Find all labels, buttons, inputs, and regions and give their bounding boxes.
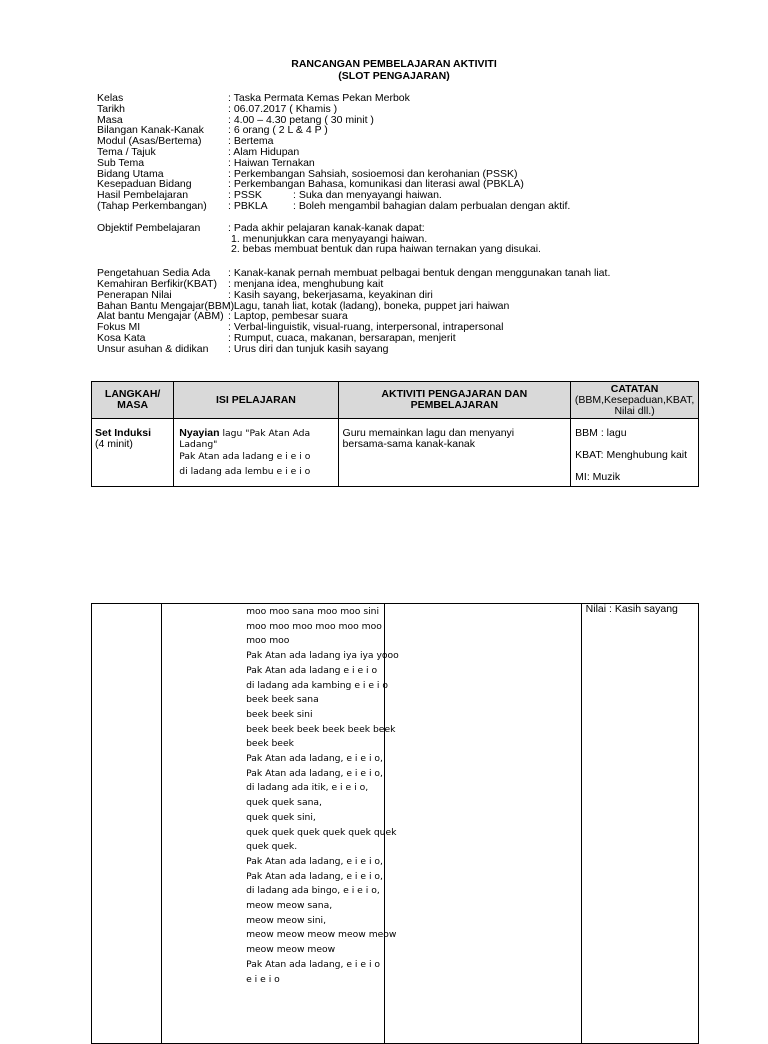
aktiviti-text: Guru memainkan lagu dan menyanyi bersama-sama kanak-kanak [342,427,515,450]
song-line: quek quek. [246,841,298,853]
info-label: Tema / Tajuk [97,145,156,158]
song-line: meow meow meow meow meow [246,929,397,941]
info-value: : Perkembangan Bahasa, komunikasi dan literasi awal (PBKLA) [228,178,524,191]
info-value: : Kanak-kanak pernah membuat pelbagai bentuk dengan menggunakan tanah liat. [228,267,611,280]
info-row [97,158,610,169]
info-value: : Taska Permata Kemas Pekan Merbok [228,92,410,104]
header-catatan: CATATAN (BBM,Kesepaduan,KBAT, Nilai dll.) [571,382,699,419]
page-title [0,58,768,82]
aktiviti-cell [338,419,571,487]
song-line: beek beek [246,738,294,750]
objektif-row [97,223,610,234]
song-line: e i e i o [246,973,280,985]
info-label: Kesepaduan Bidang [97,178,192,191]
info-row [97,136,610,147]
catatan-cell-nilai [581,604,698,1044]
objektif-label: Objektif Pembelajaran [97,221,201,234]
info-value: : Alam Hidupan [228,145,300,158]
title-line-2: (SLOT PENGAJARAN) [338,70,450,82]
info-value: : Rumput, cuaca, makanan, bersarapan, menjerit [228,331,456,344]
step-cell-empty [92,604,162,1044]
hasil-label: (Tahap Perkembangan) [97,199,207,212]
info-label: Fokus MI [97,321,141,334]
step-time: (4 minit) [95,438,133,450]
info-label: Kelas [97,92,124,104]
song-line: quek quek sana, [246,797,322,809]
aktiviti-cell-empty [385,604,581,1044]
info-value: : Urus diri dan tunjuk kasih sayang [228,342,389,355]
info-value: : Kasih sayang, bekerjasama, keyakinan diri [228,288,433,301]
hasil-text: : Boleh mengambil bahagian dalam perbualan dengan aktif. [293,199,571,212]
objektif-item: 2. bebas membuat bentuk dan rupa haiwan ternakan yang disukai. [231,243,541,256]
info-value: : Verbal-linguistik, visual-ruang, interpersonal, intrapersonal [228,321,504,334]
lesson-table-continued [91,603,699,1044]
info-label: Alat bantu Mengajar (ABM) [97,310,224,323]
info-value: : Haiwan Ternakan [228,156,315,169]
song-line: di ladang ada bingo, e i e i o, [246,885,380,897]
song-line: meow meow sini, [246,914,327,926]
song-line: meow meow meow [246,944,336,956]
song-line: Pak Atan ada ladang e i e i o [246,664,378,676]
song-line: di ladang ada itik, e i e i o, [246,782,369,794]
title-line-1: RANCANGAN PEMBELAJARAN AKTIVITI [291,58,497,70]
song-line: beek beek beek beek beek beek [246,723,396,735]
info-label: Tarikh [97,102,126,115]
info-label: Modul (Asas/Bertema) [97,135,202,148]
isi-cell-song [162,604,399,1044]
catatan-line: MI: Muzik [575,471,621,483]
objektif-item: 1. menunjukkan cara menyayangi haiwan. [231,232,428,245]
info-label: Masa [97,113,123,126]
info-label: Bilangan Kanak-Kanak [97,124,204,137]
song-line: Pak Atan ada ladang e i e i o [179,451,311,462]
step-cell [92,419,174,487]
info-label: Pengetahuan Sedia Ada [97,267,211,280]
song-line: Pak Atan ada ladang, e i e i o, [246,753,383,765]
info-label: Penerapan Nilai [97,288,172,301]
song-line: beek beek sini [246,708,313,720]
info-label: Kosa Kata [97,331,146,344]
song-line: beek beek sana [246,694,319,706]
isi-cell [174,419,338,487]
catatan-cell [571,419,699,487]
song-line: di ladang ada lembu e i e i o [179,465,311,477]
info-label: Sub Tema [97,156,145,169]
header-aktiviti: AKTIVITI PENGAJARAN DAN PEMBELAJARAN [338,382,571,419]
info-row [97,147,610,158]
info-label: Unsur asuhan & didikan [97,342,209,355]
info-row [97,344,610,355]
song-line: quek quek sini, [246,811,316,823]
song-line: moo moo [246,635,290,647]
info-label: Bahan Bantu Mengajar(BBM) [97,299,235,312]
info-label: Bidang Utama [97,167,164,180]
song-line: Pak Atan ada ladang, e i e i o, [246,855,383,867]
hasil-code: : PSSK [228,189,262,202]
info-value: : 4.00 – 4.30 petang ( 30 minit ) [228,113,374,126]
song-line: moo moo sana moo moo sini [246,606,380,617]
song-line: quek quek quek quek quek quek [246,826,397,838]
song-line: meow meow sana, [246,900,333,912]
info-value: : Perkembangan Sahsiah, sosioemosi dan kerohanian (PSSK) [228,167,518,180]
catatan-line: BBM : lagu [575,427,627,439]
objektif-intro: : Pada akhir pelajaran kanak-kanak dapat: [228,221,425,234]
step-name: Set Induksi [95,427,152,439]
hasil-text: : Suka dan menyayangi haiwan. [293,189,442,202]
song-line: Pak Atan ada ladang, e i e i o, [246,870,383,882]
hasil-code: : PBKLA [228,199,268,212]
catatan-line: KBAT: Menghubung kait [575,449,688,461]
info-row [97,104,610,115]
header-isi: ISI PELAJARAN [174,382,338,419]
info-value: : Bertema [228,135,274,148]
song-line: Pak Atan ada ladang, e i e i o [246,958,381,970]
hasil-label: Hasil Pembelajaran [97,189,189,202]
lesson-info [97,93,610,355]
song-lyrics [246,605,399,987]
catatan-nilai: Nilai : Kasih sayang [585,603,678,615]
info-value: : Lagu, tanah liat, kotak (ladang), boneka, puppet jari haiwan [228,299,510,312]
info-label: Kemahiran Berfikir(KBAT) [97,277,218,290]
info-row [97,93,610,104]
song-line: di ladang ada kambing e i e i o [246,679,389,691]
song-line: moo moo moo moo moo moo [246,620,382,632]
header-langkah: LANGKAH/ MASA [92,382,174,419]
song-line: Pak Atan ada ladang, e i e i o, [246,767,383,779]
info-value: : 6 orang ( 2 L & 4 P ) [228,124,328,137]
info-value: : 06.07.2017 ( Khamis ) [228,102,338,115]
info-value: : menjana idea, menghubung kait [228,277,384,290]
song-line: Pak Atan ada ladang iya iya yooo [246,650,399,662]
lesson-table [91,381,699,487]
info-value: : Laptop, pembesar suara [228,310,348,323]
info-row [97,290,610,301]
hasil-row [97,201,610,212]
song-title: Nyayian lagu "Pak Atan Ada Ladang" [179,427,311,450]
